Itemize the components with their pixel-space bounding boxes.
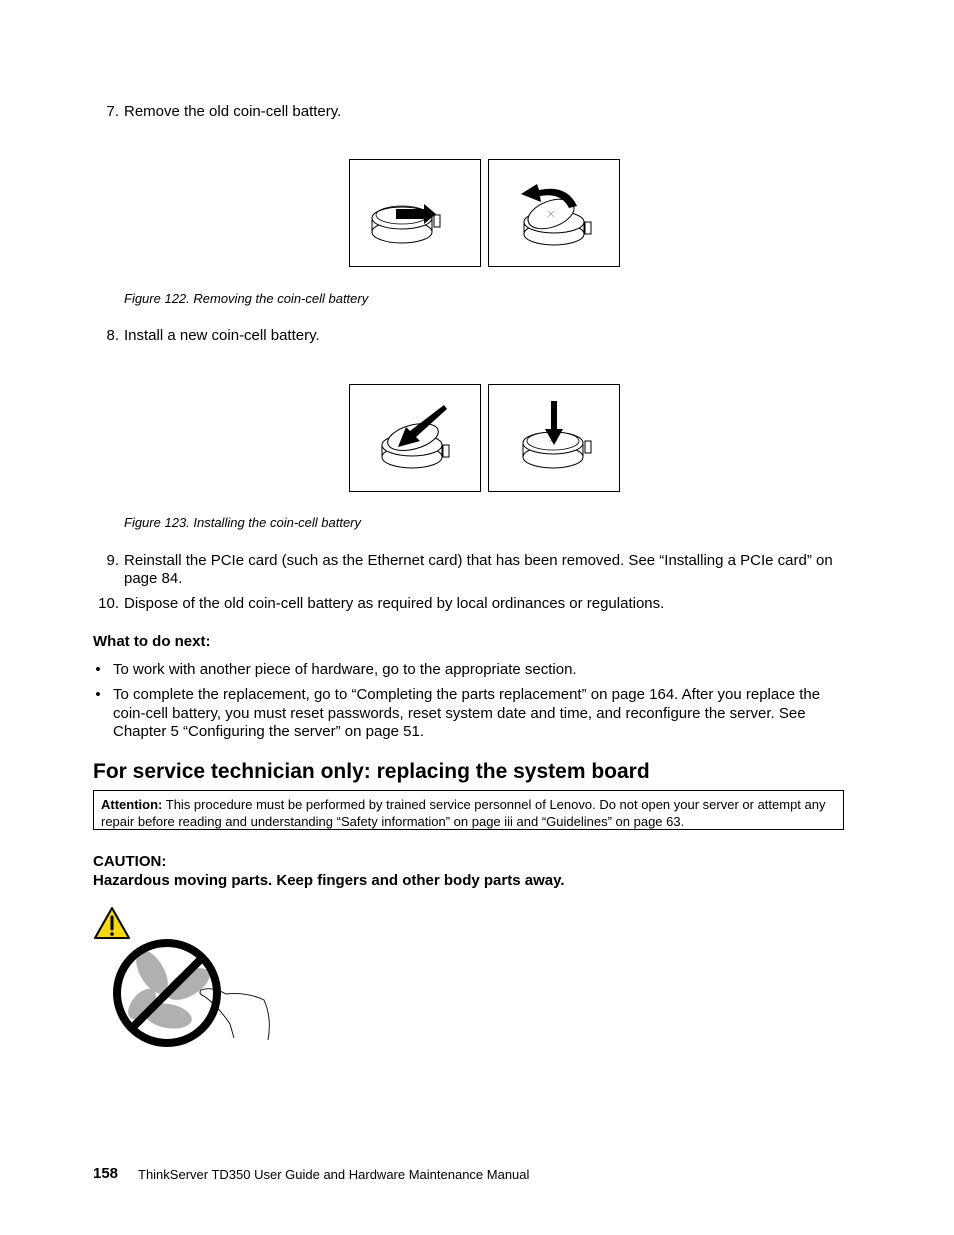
bullet-text: To work with another piece of hardware, go to the appropriate section. [113,661,577,678]
footer-title: ThinkServer TD350 User Guide and Hardware Maintenance Manual [138,1167,530,1182]
section-title: For service technician only: replacing the system board [93,760,650,783]
step-number: 9. [106,552,119,569]
step-number: 10. [98,595,119,612]
figure-122-panel-2 [488,159,620,267]
step-text: Dispose of the old coin-cell battery as required by local ordinances or regulations. [124,595,665,612]
bullet-dot: • [95,661,101,678]
figure-123-panel-1 [349,384,481,492]
step-number: 8. [106,327,119,344]
figure-122-caption: Figure 122. Removing the coin-cell battery [124,291,369,306]
step-number: 7. [106,103,119,120]
what-to-do-next-heading: What to do next: [93,633,211,650]
step-text: Install a new coin-cell battery. [124,327,320,344]
no-fingers-fan-hazard-icon [108,934,278,1050]
attention-notice [93,790,844,830]
bullet-dot: • [95,686,101,703]
figure-123-panel-2 [488,384,620,492]
step-text: Remove the old coin-cell battery. [124,103,342,120]
battery-remove-slide-illustration [350,160,480,266]
next-bullet-2 [93,686,853,742]
battery-install-tilt-illustration [350,385,480,491]
attention-text: This procedure must be performed by trained service personnel of Lenovo. Do not open your server or attempt any repair before reading and understanding “Safety information” on page iii and “Guidelines” on page 63. [101,797,826,829]
caution-label: CAUTION: [93,853,167,870]
battery-install-press-illustration [489,385,619,491]
attention-label: Attention: [101,797,163,812]
step-9 [93,552,853,592]
page-number: 158 [93,1165,119,1182]
bullet-text: To complete the replacement, go to “Completing the parts replacement” on page 164. After you replace the coin-cell battery, you must reset passwords, reset system date and time, and reconfigure the server. See Chapter 5 “Configuring the server” on page 51. [113,686,821,740]
figure-123-caption: Figure 123. Installing the coin-cell battery [124,515,362,530]
step-text: Reinstall the PCIe card (such as the Ethernet card) that has been removed. See “Installing a PCIe card” on page 84. [124,552,833,587]
battery-remove-lift-illustration [489,160,619,266]
caution-text: Hazardous moving parts. Keep fingers and other body parts away. [93,872,565,889]
figure-122-panel-1 [349,159,481,267]
